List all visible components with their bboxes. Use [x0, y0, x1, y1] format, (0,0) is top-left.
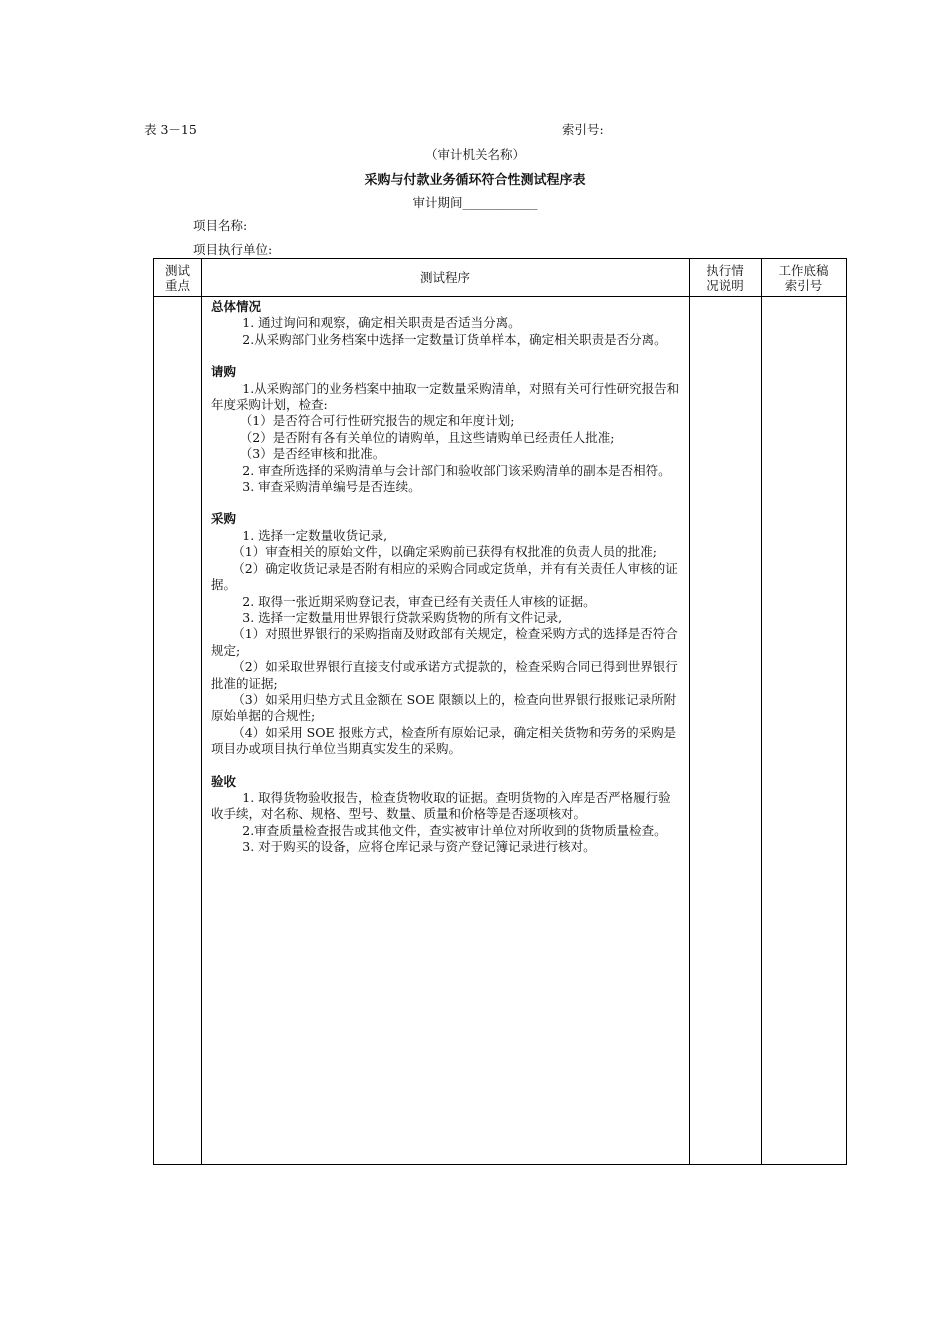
- column-divider: [689, 259, 690, 1164]
- procedure-line: 2.审查质量检查报告或其他文件，查实被审计单位对所收到的货物质量检查。: [242, 822, 667, 838]
- procedure-line: 2.从采购部门业务档案中选择一定数量订货单样本，确定相关职责是否分离。: [242, 331, 667, 347]
- procedure-line: 2. 取得一张近期采购登记表，审查已经有关责任人审核的证据。: [242, 593, 596, 609]
- procedure-line: 3. 选择一定数量用世界银行贷款采购货物的所有文件记录,: [242, 609, 563, 625]
- section-title-purchase: 采购: [211, 511, 237, 527]
- procedure-line: （3）如采用归垫方式且金额在 SOE 限额以上的，检查向世界银行报账记录所附原始单据的合规性;: [211, 691, 677, 724]
- section-title-acceptance: 验收: [211, 773, 237, 789]
- header-test-procedure: 测试程序: [419, 270, 470, 285]
- procedure-line: （2）确定收货记录是否附有相应的采购合同或定货单，并有有关责任人审核的证据。: [211, 560, 678, 593]
- procedure-line: （2）是否附有各有关单位的请购单，且这些请购单已经责任人批准;: [239, 429, 615, 445]
- procedure-line: （1）对照世界银行的采购指南及财政部有关规定，检查采购方式的选择是否符合规定;: [211, 626, 678, 658]
- procedure-line: （4）如采用 SOE 报账方式，检查所有原始记录，确定相关货物和劳务的采购是项目办或项目执行单位当期真实发生的采购。: [211, 724, 677, 757]
- procedure-line: （1）审查相关的原始文件，以确定采购前已获得有权批准的负责人员的批准;: [232, 544, 657, 560]
- section-title-request: 请购: [211, 364, 237, 380]
- column-divider: [201, 259, 202, 1164]
- project-unit-label: 项目执行单位:: [193, 242, 273, 257]
- procedure-line: 1. 通过询问和观察，确定相关职责是否适当分离。: [242, 315, 521, 331]
- table-number: 表 3－15: [144, 122, 197, 137]
- project-name-label: 项目名称:: [193, 218, 248, 233]
- procedure-line: （3）是否经审核和批准。: [239, 446, 386, 462]
- procedure-content: [211, 299, 683, 856]
- audit-period: 审计期间____________: [412, 195, 538, 210]
- procedure-line: 1. 选择一定数量收货记录,: [242, 527, 388, 543]
- procedure-line: 1.从采购部门的业务档案中抽取一定数量采购清单，对照有关可行性研究报告和年度采购计划，检查:: [211, 380, 680, 413]
- procedure-line: 2. 审查所选择的采购清单与会计部门和验收部门该采购清单的副本是否相符。: [242, 462, 671, 478]
- procedure-line: 3. 审查采购清单编号是否连续。: [242, 479, 421, 495]
- audit-agency-name: （审计机关名称）: [424, 147, 525, 162]
- procedure-line: 3. 对于购买的设备，应将仓库记录与资产登记簿记录进行核对。: [242, 839, 596, 855]
- procedure-line: 1. 取得货物验收报告，检查货物收取的证据。查明货物的入库是否严格履行验收手续，对名称、规格、型号、数量、质量和价格等是否逐项核对。: [211, 789, 671, 822]
- header-divider: [154, 296, 846, 297]
- procedure-line: （2）如采取世界银行直接支付或承诺方式提款的，检查采购合同已得到世界银行批准的证据;: [211, 659, 678, 691]
- procedure-line: （1）是否符合可行性研究报告的规定和年度计划;: [239, 413, 515, 429]
- header-workpaper-index: 工作底稿 索引号: [778, 262, 829, 293]
- header-execution-notes: 执行情 况说明: [706, 262, 744, 293]
- page-title: 采购与付款业务循环符合性测试程序表: [364, 173, 586, 188]
- column-divider: [761, 259, 762, 1164]
- procedure-table: [153, 258, 847, 1165]
- section-title-overall: 总体情况: [211, 299, 262, 314]
- index-number-label: 索引号:: [562, 122, 604, 137]
- header-test-focus: 测试 重点: [164, 262, 190, 293]
